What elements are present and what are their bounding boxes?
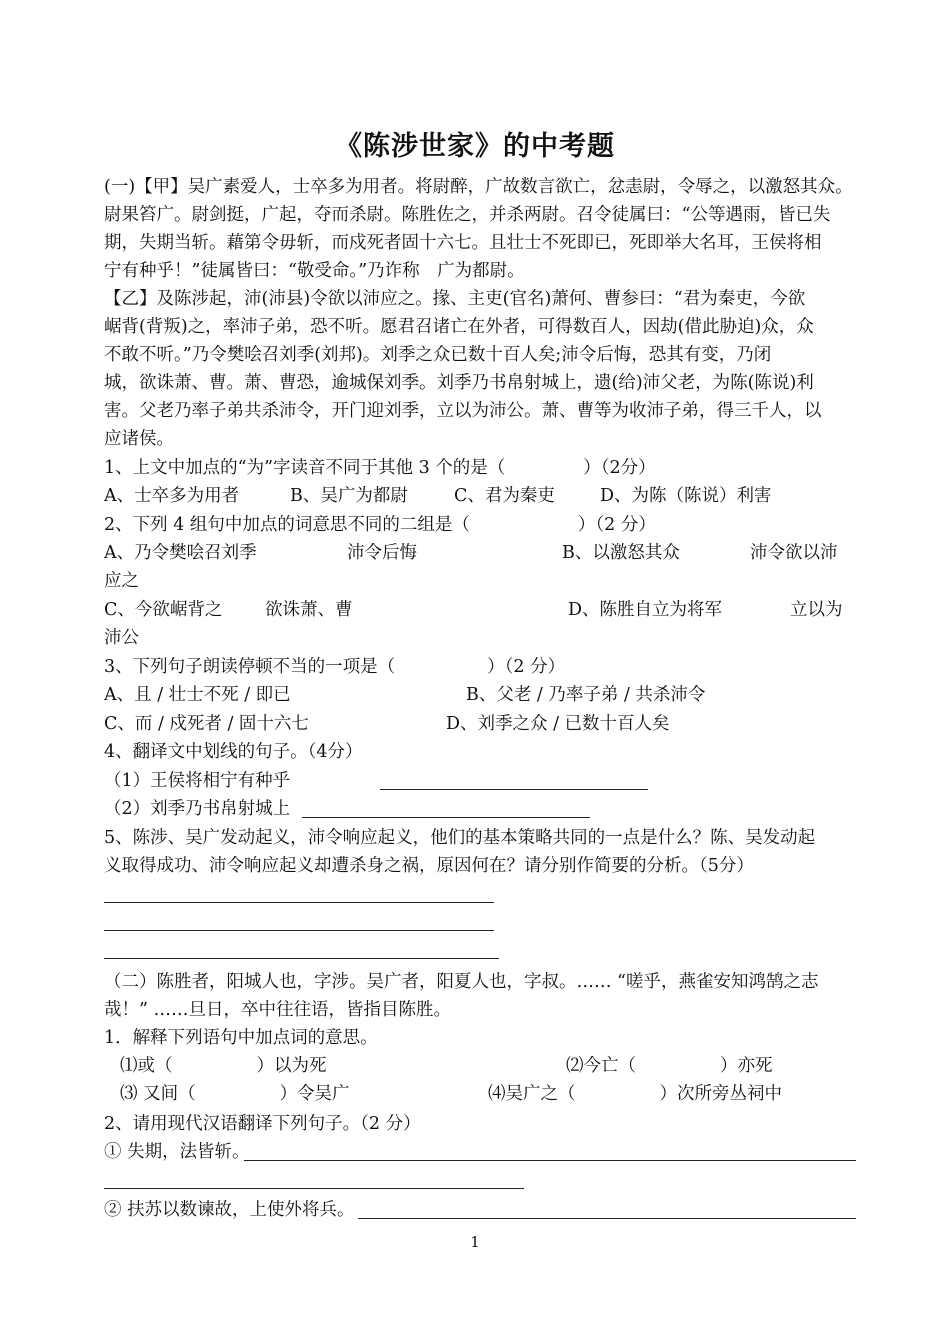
passage2-line-1: （二）陈胜者，阳城人也，字涉。吴广者，阳夏人也，字叔。…… “嗟乎，燕雀安知鸿鹄之志 — [104, 972, 819, 992]
answer-line[interactable] — [380, 789, 648, 790]
answer-line[interactable] — [104, 930, 494, 931]
question-2-option-d-part2: 立以为 — [790, 600, 843, 620]
passage1-yi-line-6: 应诸侯。 — [104, 429, 174, 449]
question-3-stem-text: 3、下列句子朗读停顿不当的一项是（ — [104, 657, 396, 677]
passage2-line-2: 哉！” ……旦日，卒中往往语，皆指目陈胜。 — [104, 1000, 452, 1020]
part2-item-3-rest: ）令吴广 — [279, 1084, 350, 1104]
question-3-points: ）（2 分） — [487, 657, 566, 677]
question-1-stem — [104, 456, 656, 480]
question-1-option-d: D、为陈（陈说）利害 — [600, 486, 772, 506]
question-2-option-c-part2: 欲诛萧、曹 — [265, 600, 353, 620]
question-1-option-c: C、君为秦吏 — [454, 486, 555, 506]
question-3-option-b: B、父老 / 乃率子弟 / 共杀沛令 — [466, 685, 706, 705]
question-2-points: ）（2 分） — [577, 515, 656, 535]
question-2-option-d-continued: 沛公 — [104, 628, 139, 648]
part2-item-1-rest: ）以为死 — [256, 1056, 327, 1076]
part2-item-4 — [488, 1082, 782, 1106]
passage1-yi-line-1: 【乙】及陈涉起，沛(沛县)令欲以沛应之。掾、主吏(官名)萧何、曹参曰：“君为秦吏，今欲 — [104, 289, 806, 309]
part2-sentence-2: ② 扶苏以数谏故，上使外将兵。 — [104, 1200, 355, 1220]
passage1-jia-line-3: 期，失期当斩。藉第令毋斩，而戍死者固十六七。且壮士不死即已，死即举大名耳，王侯将相 — [104, 233, 822, 253]
page-title: 《陈涉世家》的中考题 — [335, 131, 615, 162]
question-4-sentence-2: （2）刘季乃书帛射城上 — [104, 799, 291, 819]
answer-line[interactable] — [104, 902, 494, 903]
passage1-yi-line-3: 不敢不听。”乃令樊哙召刘季(刘邦)。刘季之众已数十百人矣;沛令后悔，恐其有变，乃闭 — [104, 345, 772, 365]
part2-question-2-stem: 2、请用现代汉语翻译下列句子。（2 分） — [104, 1114, 421, 1134]
question-5-line-2: 义取得成功、沛令响应起义却遭杀身之祸，原因何在？请分别作简要的分析。（5分） — [104, 856, 754, 876]
question-1-points: ）（2分） — [583, 458, 656, 478]
part2-item-1 — [120, 1054, 327, 1078]
passage1-jia-line-2: 尉果笞广。尉剑挺，广起，夺而杀尉。陈胜佐之，并杀两尉。召令徒属曰：“公等遇雨，皆已失 — [104, 205, 831, 225]
part2-item-4-text: ⑷吴广之（ — [488, 1084, 576, 1104]
passage1-jia-line-1: (一)【甲】吴广素爱人，士卒多为用者。将尉醉，广故数言欲亡，忿恚尉，令辱之，以激怒其众。 — [104, 177, 853, 197]
question-2-option-b-part2: 沛令欲以沛 — [750, 543, 838, 563]
question-2-stem-text: 2、下列 4 组句中加点的词意思不同的二组是（ — [104, 515, 470, 535]
page-number: 1 — [470, 1233, 480, 1251]
question-2-option-b-continued: 应之 — [104, 571, 139, 591]
question-1-stem-text: 1、上文中加点的“为”字读音不同于其他 3 个的是（ — [104, 458, 506, 478]
part2-item-1-text: ⑴或（ — [120, 1056, 173, 1076]
question-1-option-a: A、士卒多为用者 — [104, 486, 240, 506]
question-5-line-1: 5、陈涉、吴广发动起义，沛令响应起义，他们的基本策略共同的一点是什么？陈、吴发动起 — [104, 828, 816, 848]
answer-line[interactable] — [302, 817, 590, 818]
part2-item-3 — [120, 1082, 350, 1106]
part2-item-2 — [566, 1054, 773, 1078]
part2-item-2-rest: ）亦死 — [720, 1056, 773, 1076]
question-2-option-c-part1: C、今欲崌背之 — [104, 600, 223, 620]
passage1-jia-line-4: 宁有种乎！”徒属皆曰：“敬受命。”乃诈称 广为都尉。 — [104, 261, 525, 281]
question-1-option-b: B、吴广为都尉 — [290, 486, 408, 506]
part2-question-1-stem: 1．解释下列语句中加点词的意思。 — [104, 1028, 378, 1048]
part2-item-3-text: ⑶ 又间（ — [120, 1084, 196, 1104]
answer-line[interactable] — [104, 958, 499, 959]
question-3-option-c: C、而 / 戍死者 / 固十六七 — [104, 714, 309, 734]
question-4-stem: 4、翻译文中划线的句子。（4分） — [104, 742, 363, 762]
answer-line[interactable] — [244, 1160, 856, 1161]
question-2-stem — [104, 513, 656, 537]
answer-line[interactable] — [358, 1218, 856, 1219]
question-2-option-d-part1: D、陈胜自立为将军 — [568, 600, 723, 620]
question-3-stem — [104, 655, 565, 679]
answer-line[interactable] — [104, 1188, 524, 1189]
question-3-option-a: A、且 / 壮士不死 / 即已 — [104, 685, 291, 705]
passage1-yi-line-2: 崌背(背叛)之，率沛子弟，恐不听。愿君召诸亡在外者，可得数百人，因劫(借此胁迫)众，众 — [104, 317, 814, 337]
question-4-sentence-1: （1）王侯将相宁有种乎 — [104, 771, 291, 791]
part2-item-2-text: ⑵今亡（ — [566, 1056, 636, 1076]
question-2-option-b-part1: B、以激怒其众 — [562, 543, 680, 563]
passage1-yi-line-5: 害。父老乃率子弟共杀沛令，开门迎刘季，立以为沛公。萧、曹等为收沛子弟，得三千人，以 — [104, 401, 822, 421]
part2-sentence-1: ① 失期，法皆斩。 — [104, 1142, 250, 1162]
part2-item-4-rest: ）次所旁丛祠中 — [659, 1084, 782, 1104]
question-2-option-a-part1: A、乃令樊哙召刘季 — [104, 543, 257, 563]
question-2-option-a-part2: 沛令后悔 — [347, 543, 417, 563]
question-3-option-d: D、刘季之众 / 已数十百人矣 — [446, 714, 670, 734]
passage1-yi-line-4: 城，欲诛萧、曹。萧、曹恐，逾城保刘季。刘季乃书帛射城上，遗(给)沛父老，为陈(陈说)利 — [104, 373, 814, 393]
